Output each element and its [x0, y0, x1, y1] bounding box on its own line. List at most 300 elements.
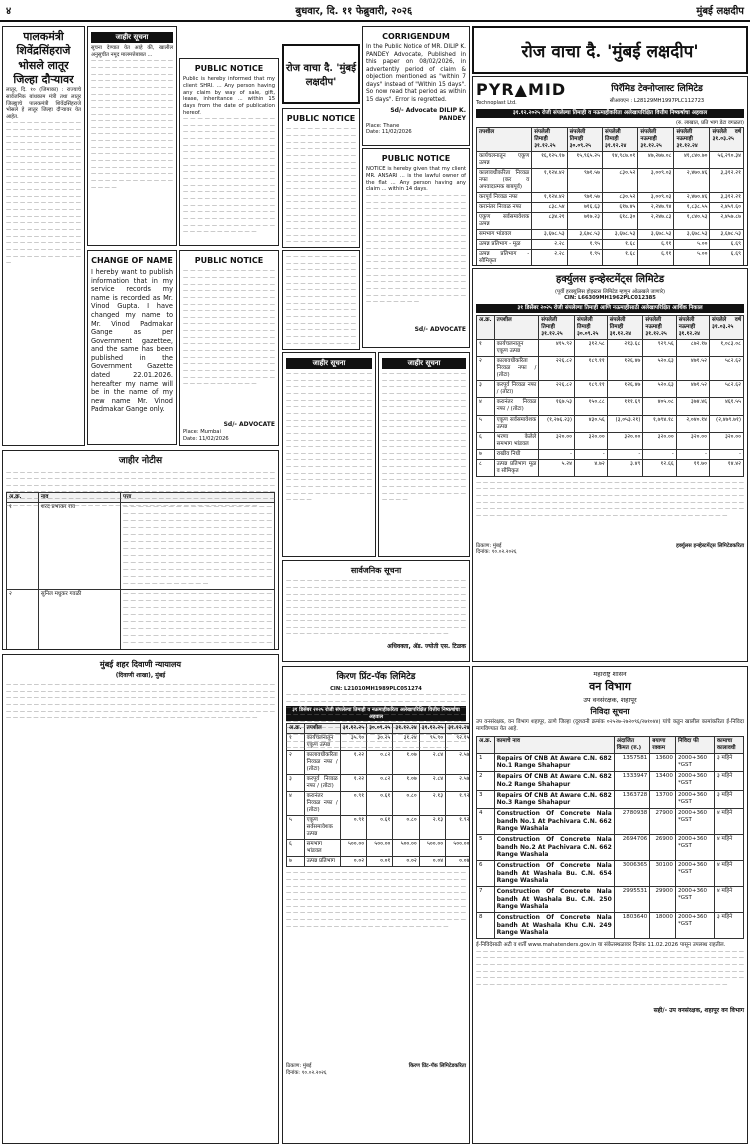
promo-large: रोज वाचा दै. 'मुंबई लक्षदीप': [472, 26, 748, 74]
table-cell: ४ महिने: [714, 834, 743, 860]
notice-filler: [286, 371, 372, 504]
court-title: मुंबई शहर दिवाणी न्यायालय: [99, 660, 182, 669]
notice-title: सार्वजनिक सूचना: [350, 566, 402, 575]
table-cell: (३,०५३.२१): [607, 415, 643, 432]
table-cell: ५.००: [674, 249, 710, 266]
table-cell: 4: [477, 808, 495, 834]
results-date: दिनांक: १०.०२.२०२६: [286, 1070, 327, 1077]
table-cell: ३.४९: [607, 459, 643, 476]
notice-title: जाहीर सूचना: [382, 358, 466, 369]
table-cell: २: [477, 357, 495, 381]
table-cell: ४ महिने: [714, 860, 743, 886]
corrigendum-place: Place: Thane: [366, 122, 400, 129]
table-row: [477, 432, 744, 449]
table-cell: १२६.४७: [607, 357, 643, 381]
table-cell: 27900: [650, 808, 676, 834]
table-cell: १,१२४.४२: [532, 168, 567, 192]
table-cell: ८३४.२१: [532, 212, 567, 229]
notice-filler: [183, 268, 275, 418]
table-cell: ४१,८४०.७०: [674, 151, 710, 168]
notice-filler: [91, 58, 173, 191]
table-header: संपलेली नऊमाही ३१.१२.२५: [643, 316, 676, 340]
table-header: पत्ता: [121, 492, 275, 502]
table-cell: ४ महिने: [714, 808, 743, 834]
table-cell: ०.६१: [367, 792, 393, 816]
table-header: अ.क्र.: [477, 736, 495, 753]
table-row: [287, 857, 471, 867]
table-row: [477, 834, 744, 860]
notice-title: जाहीर नोटीस: [118, 456, 163, 466]
table-row: [477, 808, 744, 834]
table-cell: 13700: [650, 790, 676, 808]
table-row: [477, 168, 744, 192]
table-cell: करानंतर निव्वळ नफा / (तोटा): [304, 792, 340, 816]
table-cell: करानंतर निव्वळ नफा / (तोटा): [494, 398, 539, 415]
table-cell: ०.९१: [340, 792, 366, 816]
tender-intro: उप वनसंरक्षक, वन विभाग शहापूर, ठाणे जिल्हा (दूरध्वनी क्रमांक ०२५२७-२७२०९६/२७१०४४) यांचे कडून खालील कामांकरिता ई-निविदा मागविण्यात येत आहे.: [476, 718, 744, 732]
table-cell: ३१२.५८: [574, 340, 607, 357]
table-cell: ०.०४: [446, 857, 470, 867]
table-cell: १५,९६५.२५: [567, 151, 602, 168]
table-header: संपलेली नऊमाही ३१.१२.२५: [638, 127, 674, 151]
table-cell: १२६.४७: [607, 381, 643, 398]
table-cell: ५८२.६२: [709, 357, 743, 381]
table-cell: १,१२४.४२: [532, 192, 567, 202]
table-row: [287, 775, 471, 792]
promo-small: रोज वाचा दै. 'मुंबई लक्षदीप': [282, 44, 360, 104]
table-cell: 7: [477, 886, 495, 912]
table-cell: ६.६९: [710, 249, 744, 266]
table-cell: ०.८२: [367, 775, 393, 792]
table-cell: ८: [477, 459, 495, 476]
table-header: बयाणा रक्कम: [650, 736, 676, 753]
table-row: [477, 772, 744, 790]
table-row: [477, 212, 744, 229]
table-cell: ४१५.९२: [539, 340, 575, 357]
table-cell: ७: [477, 449, 495, 459]
table-cell: ६: [477, 432, 495, 449]
table-header: संपलेले वर्ष ३१.०३.२५: [710, 127, 744, 151]
table-cell: ९७१.५७: [567, 192, 602, 202]
table-cell: ५००.००: [393, 840, 419, 857]
table-cell: कार्यचलनातून एकूण उत्पन्न: [494, 340, 539, 357]
jahir-suchana-2: [282, 352, 376, 557]
table-cell: १.६८: [603, 249, 638, 266]
table-cell: ४६१.५५: [709, 398, 743, 415]
table-cell: एकूण सर्वसमावेशक उत्पन्न: [477, 212, 532, 229]
change-of-name: [87, 250, 177, 445]
for-company: हर्क्युलस इन्व्हेस्टमेंट्स लिमिटेडकरिता: [676, 542, 744, 549]
table-header: निविदा फी: [675, 736, 714, 753]
units-note: (रु. लाखात, प्रति भाग डेटा वगळता): [675, 119, 744, 126]
notice-filler: [286, 578, 466, 640]
table-cell: 1357581: [614, 753, 649, 771]
table-cell: ६: [287, 840, 305, 857]
tender-signature: सही/- उप वनसंरक्षक, शहापूर वन विभाग: [653, 1006, 744, 1014]
table-cell: १: [287, 733, 305, 750]
results-place: ठिकाण: मुंबई: [476, 542, 502, 549]
table-row: [477, 249, 744, 266]
table-cell: 2995531: [614, 886, 649, 912]
table-cell: ९५.९०: [419, 733, 445, 750]
table-cell: ३ महिने: [714, 912, 743, 938]
table-header: ३१.१२.२५: [419, 723, 445, 733]
pyramid-logo-sub: Technoplast Ltd.: [476, 100, 517, 107]
table-cell: 2000+360 *GST: [675, 912, 714, 938]
table-row: [477, 202, 744, 212]
public-notice-2: [179, 250, 279, 446]
table-cell: ३५.९०: [340, 733, 366, 750]
table-cell: एकूण सर्वसमावेशक उत्पन्न: [494, 415, 539, 432]
table-cell: कालावधीकरिता निव्वळ नफा / (तोटा): [304, 751, 340, 775]
table-cell: ७१६.६३: [567, 202, 602, 212]
table-cell: 5: [477, 834, 495, 860]
table-cell: (१,२७६.२३): [539, 415, 575, 432]
table-cell: ७: [287, 857, 305, 867]
table-cell: करपूर्व निव्वळ नफा / (तोटा): [494, 381, 539, 398]
table-header: ३१.१२.२४: [446, 723, 470, 733]
table-row: [477, 912, 744, 938]
table-cell: ३७४.४६: [676, 398, 709, 415]
page-header: [0, 0, 750, 22]
table-cell: ३ महिने: [714, 772, 743, 790]
table-cell: ०.०२: [393, 857, 419, 867]
table-cell: -: [709, 449, 743, 459]
table-cell: ५००.००: [340, 840, 366, 857]
table-cell: २२६.८२: [539, 381, 575, 398]
table-cell: १: [7, 502, 39, 589]
tender-table: [476, 736, 744, 939]
jahir-suchana-3: [378, 352, 470, 557]
table-row: [287, 792, 471, 816]
table-cell: १.९२: [446, 792, 470, 816]
table-row: [477, 459, 744, 476]
table-cell: Construction Of Concrete Nala bandh No.1 At Pachivara C.N. 662 Range Washala: [494, 808, 614, 834]
notice-signature: Sd/- ADVOCATE: [223, 421, 275, 429]
table-cell: 2000+360 *GST: [675, 772, 714, 790]
notice-body: Public is hereby informed that my client SHRI. ... Any person having any claim by way of sale, gift, lease, inheritance ... within 15 days from the date of publication hereof.: [183, 76, 275, 116]
table-cell: २.८४: [419, 775, 445, 792]
notice-filler: [286, 254, 356, 350]
govt-title: महाराष्ट्र शासन: [593, 670, 627, 678]
table-cell: ५.००: [674, 239, 710, 249]
notice-label: निविदा सूचना: [590, 706, 630, 716]
kiran-results: [282, 666, 470, 1144]
table-cell: ५८२.६२: [709, 381, 743, 398]
table-cell: उत्पन्न प्रतिभाग - सौमिकृत: [477, 249, 532, 266]
notice-title: PUBLIC NOTICE: [194, 256, 264, 265]
table-header: अ.क्र.: [7, 492, 39, 502]
table-cell: 13600: [650, 753, 676, 771]
notice-signature: अधिवक्ता, ॲड. ज्योती एस. टिळक: [387, 643, 466, 651]
table-cell: 18000: [650, 912, 676, 938]
table-cell: १६,१२५.१७: [532, 151, 567, 168]
table-cell: ४ महिने: [714, 886, 743, 912]
table-cell: समभाग भांडवल: [304, 840, 340, 857]
table-cell: 30100: [650, 860, 676, 886]
table-header: अ.क्र.: [477, 316, 495, 340]
table-cell: ६.६९: [710, 239, 744, 249]
table-row: [477, 229, 744, 239]
table-cell: ८३०.५२: [603, 168, 638, 192]
table-cell: ३,६७८.५३: [603, 229, 638, 239]
table-cell: कालावधीकरिता निव्वळ नफा (कर व अपवादात्मक बाबपूर्व): [477, 168, 532, 192]
table-row: [477, 398, 744, 415]
notice-title: जाहीर सूचना: [286, 358, 372, 369]
table-row: [477, 192, 744, 202]
table-cell: समभाग भांडवल: [477, 229, 532, 239]
table-cell: Construction Of Concrete Nala bandh At Washala Bu. C.N. 654 Range Washala: [494, 860, 614, 886]
table-cell: ०.०२: [340, 857, 366, 867]
table-cell: सुनिल मधुकर गवळी: [38, 589, 120, 650]
table-cell: ७१७.२३: [567, 212, 602, 229]
court-notice: [2, 654, 279, 1144]
table-cell: 2694706: [614, 834, 649, 860]
table-header: संपलेली तिमाही ३१.१२.२५: [532, 127, 567, 151]
table-header: अंदाजित किंमत (रु.): [614, 736, 649, 753]
table-cell: ३२०.००: [676, 432, 709, 449]
table-cell: ९२९.५६: [643, 340, 676, 357]
table-cell: ३,६७८.५३: [674, 229, 710, 239]
table-cell: [121, 502, 275, 589]
table-cell: ५६,२९०.३४: [710, 151, 744, 168]
table-cell: ३,६७८.५३: [710, 229, 744, 239]
page-number: ४: [6, 6, 12, 17]
table-cell: कालावधीकरिता निव्वळ नफा / (तोटा): [494, 357, 539, 381]
table-header: ३१.१२.२५: [340, 723, 366, 733]
table-cell: २.१३: [419, 792, 445, 816]
table-cell: 6: [477, 860, 495, 886]
table-cell: २.१३: [419, 816, 445, 840]
hercules-results: [472, 268, 748, 662]
table-cell: 26900: [650, 834, 676, 860]
table-row: [477, 449, 744, 459]
table-cell: -: [676, 449, 709, 459]
table-header: तपशील: [477, 127, 532, 151]
table-cell: 13400: [650, 772, 676, 790]
notice-place: Place: Mumbai: [183, 428, 221, 435]
table-cell: २.८४: [419, 751, 445, 775]
table-cell: 3006365: [614, 860, 649, 886]
table-cell: ३: [287, 775, 305, 792]
table-cell: (२,४७९.७१): [709, 415, 743, 432]
table-cell: १.०७: [393, 751, 419, 775]
table-cell: 1363728: [614, 790, 649, 808]
table-cell: 1803640: [614, 912, 649, 938]
article-body-filler: [6, 120, 81, 266]
dept-name: वन विभाग: [589, 680, 631, 694]
table-cell: 29900: [650, 886, 676, 912]
company-cin: CIN: L21010MH1989PLC051274: [330, 685, 422, 692]
notice-title: PUBLIC NOTICE: [381, 154, 451, 163]
table-cell: ६.११: [638, 249, 674, 266]
table-header: संपलेली नऊमाही ३१.१२.२४: [676, 316, 709, 340]
table-cell: 2780938: [614, 808, 649, 834]
table-header: तपशील: [494, 316, 539, 340]
table-header: ३०.०९.२५: [367, 723, 393, 733]
news-article-palakmantri: [2, 26, 85, 446]
table-header: संपलेली तिमाही ३१.१२.२४: [607, 316, 643, 340]
table-cell: कार्यचलनातून एकूण उत्पन्न: [304, 733, 340, 750]
table-header: नाव: [38, 492, 120, 502]
table-header: संपलेली तिमाही ३०.०९.२५: [567, 127, 602, 151]
table-cell: ०.९१: [340, 816, 366, 840]
corrigendum-body: In the Public Notice of MR. DILIP K. PANDEY Advocate, Published in this paper on 08/02/2026, in advertently period of claim & objection mentioned as "within 7 days" instead of "Within 15 days". So now read that period as within 15 days". Error is regretted.: [366, 44, 466, 103]
table-cell: भरणा केलेले समभाग भांडवल: [494, 432, 539, 449]
table-header: कामाचा कालावधी: [714, 736, 743, 753]
tender-outro: ई-निविदेसाठी अटी व शर्ती www.mahatenders.gov.in या संकेतस्थळावर दिनांक 11.02.2026 पासून उपलब्ध राहतील.: [476, 941, 726, 948]
table-cell: उत्पन्न प्रतिभाग मूळ व सौमिकृत: [494, 459, 539, 476]
table-row: [287, 751, 471, 775]
table-row: [477, 381, 744, 398]
corrigendum-title: CORRIGENDUM: [382, 32, 450, 41]
company-name: किरण प्रिंट-पॅक लिमिटेड: [336, 672, 416, 682]
table-cell: २,४७०.४६: [674, 192, 710, 202]
table-cell: ३,३१२.२१: [710, 192, 744, 202]
table-cell: १,८३८.५५: [674, 202, 710, 212]
table-row: [477, 239, 744, 249]
public-notice-right: [362, 148, 470, 348]
notice-filler: [382, 371, 466, 504]
table-cell: ३१.२४: [393, 733, 419, 750]
table-cell: १.९५: [567, 239, 602, 249]
table-cell: राखीव निधी: [494, 449, 539, 459]
public-notice-1: [179, 58, 279, 246]
table-cell: -: [607, 449, 643, 459]
table-cell: ४७१.५२: [676, 381, 709, 398]
table-cell: १.०७: [393, 775, 419, 792]
table-cell: 2000+360 *GST: [675, 886, 714, 912]
company-cin: CIN: L66309MH1962PLC012385: [564, 295, 656, 302]
results-heading: ३१ डिसेंबर २०२५ रोजी संपलेल्या तिमाही आणि नऊमाहीसाठी अलेखापरिक्षित आर्थिक निकाल: [476, 304, 744, 313]
table-cell: ३ महिने: [714, 790, 743, 808]
table-cell: ५: [287, 816, 305, 840]
results-heading: ३१ डिसेंबर २०२५ रोजी संपलेल्या तिमाही व नऊमाहीकरिता अलेखापरिक्षित वित्तीय निष्कर्षाचा अहवाल: [286, 706, 466, 721]
table-cell: 2000+360 *GST: [675, 860, 714, 886]
notice-body: I hereby want to publish information that in my service records my name is recorded as Mr. Vinod Gupta. I have changed my name to Mr. Vinod Padmakar Gange as per Government gazettee, and the same has been published in the Government Gazette dated 22.01.2026. hereafter my name will be in the name of my new name Mr. Vinod Padmakar Gange only.: [91, 268, 173, 414]
table-cell: ८३०.५२: [603, 192, 638, 202]
jahir-notice: [2, 450, 279, 650]
table-cell: ०.८२: [367, 751, 393, 775]
table-cell: ३,६७८.५३: [567, 229, 602, 239]
table-cell: ५००.००: [367, 840, 393, 857]
table-cell: १,७९४.१८: [643, 415, 676, 432]
table-cell: २: [7, 589, 39, 650]
notice-filler: [286, 126, 356, 248]
company-subtitle: (पूर्वी हरक्युलिस होइस्टस लिमिटेड म्हणून ओळखले जाणारे): [555, 288, 665, 295]
table-cell: १२.६६: [643, 459, 676, 476]
table-cell: -: [574, 449, 607, 459]
table-cell: २.२८: [532, 249, 567, 266]
table-cell: १४,९८७.०१: [603, 151, 638, 168]
notice-title: PUBLIC NOTICE: [286, 114, 356, 123]
for-company: किरण प्रिंट-पॅक लिमिटेडकरिता: [408, 1063, 466, 1070]
table-cell: Construction Of Concrete Nala bandh At Washala Bu. C.N. 250 Range Washala: [494, 886, 614, 912]
table-cell: ८३८.५४: [532, 202, 567, 212]
pyramid-logo: PYR▲MID: [476, 80, 567, 99]
table-cell: शरद प्रभाकर राव: [38, 502, 120, 589]
table-cell: २,४५७.८७: [710, 212, 744, 229]
table-cell: ११.७०: [676, 459, 709, 476]
table-row: [477, 340, 744, 357]
table-cell: ३२०.००: [539, 432, 575, 449]
pyramid-results: [472, 76, 748, 266]
notice-filler: [366, 193, 466, 323]
table-cell: २,२४७.९४: [638, 202, 674, 212]
table-row: [477, 736, 744, 753]
table-row: [477, 415, 744, 432]
table-cell: २१३.६८: [607, 340, 643, 357]
office-name: उप वनसंरक्षक, शहापूर: [583, 696, 637, 705]
jahir-suchana-1: [87, 26, 177, 246]
table-row: [477, 886, 744, 912]
table-cell: ६१७.४५: [603, 202, 638, 212]
table-cell: ६.११: [638, 239, 674, 249]
table-cell: ४: [477, 398, 495, 415]
corrigendum-date: Date: 11/02/2026: [366, 129, 412, 136]
table-row: [477, 753, 744, 771]
table-cell: ५२०.६३: [643, 381, 676, 398]
table-cell: 2: [477, 772, 495, 790]
table-cell: ०.८०: [393, 792, 419, 816]
table-cell: २.५७: [446, 775, 470, 792]
table-cell: ०.८०: [393, 816, 419, 840]
table-cell: १.२२: [340, 751, 366, 775]
page-date: बुधवार, दि. ११ फेब्रुवारी, २०२६: [295, 6, 413, 17]
table-cell: एकूण सर्वसमावेशक उत्पन्न: [304, 816, 340, 840]
notice-title: PUBLIC NOTICE: [194, 64, 264, 73]
table-cell: १८९.११: [574, 357, 607, 381]
company-cin: सीआयएन : L28129MH1997PLC112723: [609, 97, 705, 104]
tender-terms-filler: [476, 949, 744, 1004]
table-cell: १११.६९: [607, 398, 643, 415]
table-cell: 2000+360 *GST: [675, 753, 714, 771]
table-cell: ४: [287, 792, 305, 816]
table-cell: Repairs Of CNB At Aware C.N. 682 No.2 Range Shahapur: [494, 772, 614, 790]
table-cell: 1: [477, 753, 495, 771]
table-cell: Repairs Of CNB At Aware C.N. 682 No.1 Range Shahapur: [494, 753, 614, 771]
table-cell: ०.०१: [367, 857, 393, 867]
table-cell: 2000+360 *GST: [675, 808, 714, 834]
table-row: [7, 502, 275, 589]
table-cell: 1333947: [614, 772, 649, 790]
table-row: [7, 589, 275, 650]
table-header: ३१.१२.२४: [393, 723, 419, 733]
table-row: [477, 357, 744, 381]
table-header: संपलेली तिमाही ३०.०९.२५: [574, 316, 607, 340]
notice-table: [6, 492, 275, 650]
table-row: [477, 790, 744, 808]
table-cell: २२६.८२: [539, 357, 575, 381]
table-cell: ३२०.००: [607, 432, 643, 449]
table-cell: ५: [477, 415, 495, 432]
table-cell: २: [287, 751, 305, 775]
saarvajanik-suchana: [282, 560, 470, 662]
table-cell: ३२०.००: [709, 432, 743, 449]
table-header: तपशील: [304, 723, 340, 733]
table-row: [287, 816, 471, 840]
table-cell: करानंतर निव्वळ नफा: [477, 202, 532, 212]
table-header: अ.क्र.: [287, 723, 305, 733]
table-cell: ४.७२: [574, 459, 607, 476]
table-cell: ८७२.१७: [676, 340, 709, 357]
table-header: कामाचे नाव: [494, 736, 614, 753]
van-vibhag-tender: [472, 666, 748, 1144]
table-cell: कार्यचलनातून एकूण उत्पन्न: [477, 151, 532, 168]
table-cell: 8: [477, 912, 495, 938]
table-cell: १४.४२: [709, 459, 743, 476]
notice-body: NOTICE is hereby given that my client MR. ANSARI ... is the lawful owner of the flat ... Any person having any claim ... within 14 days.: [366, 166, 466, 193]
